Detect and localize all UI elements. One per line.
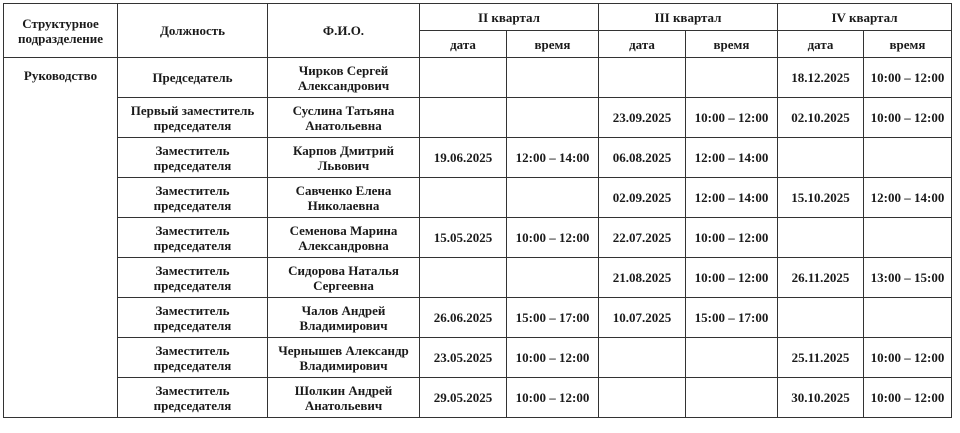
q2-date-cell: 23.05.2025: [420, 338, 507, 378]
name-cell: Семенова Марина Александровна: [268, 218, 420, 258]
table-row: [4, 58, 952, 98]
header-q4-time: время: [864, 31, 952, 58]
q3-time-cell: 10:00 – 12:00: [686, 98, 778, 138]
q3-date-cell: 10.07.2025: [599, 298, 686, 338]
name-cell: Чирков Сергей Александрович: [268, 58, 420, 98]
q3-date-cell: 02.09.2025: [599, 178, 686, 218]
position-cell: Первый заместитель председателя: [118, 98, 268, 138]
q3-time-cell: [686, 338, 778, 378]
table-row: [4, 138, 952, 178]
q3-date-cell: [599, 58, 686, 98]
q4-date-cell: [778, 298, 864, 338]
q4-date-cell: 26.11.2025: [778, 258, 864, 298]
q2-time-cell: [507, 98, 599, 138]
q3-time-cell: [686, 58, 778, 98]
q2-date-cell: 26.06.2025: [420, 298, 507, 338]
q2-time-cell: [507, 258, 599, 298]
q3-time-cell: 12:00 – 14:00: [686, 178, 778, 218]
header-q4-date: дата: [778, 31, 864, 58]
table-row: [4, 298, 952, 338]
header-q3-time: время: [686, 31, 778, 58]
q3-time-cell: 10:00 – 12:00: [686, 218, 778, 258]
q4-date-cell: 30.10.2025: [778, 378, 864, 418]
q3-date-cell: 06.08.2025: [599, 138, 686, 178]
q2-date-cell: [420, 98, 507, 138]
q2-date-cell: 15.05.2025: [420, 218, 507, 258]
q2-time-cell: [507, 58, 599, 98]
position-cell: Заместитель председателя: [118, 178, 268, 218]
name-cell: Карпов Дмитрий Львович: [268, 138, 420, 178]
table-header: [4, 4, 952, 58]
position-cell: Заместитель председателя: [118, 298, 268, 338]
header-quarter-2: II квартал: [420, 4, 599, 31]
table-row: [4, 258, 952, 298]
header-name: Ф.И.О.: [268, 4, 420, 58]
q3-date-cell: [599, 378, 686, 418]
q3-time-cell: 12:00 – 14:00: [686, 138, 778, 178]
q4-time-cell: [864, 138, 952, 178]
header-q3-date: дата: [599, 31, 686, 58]
q4-time-cell: [864, 218, 952, 258]
header-q2-date: дата: [420, 31, 507, 58]
q4-date-cell: 18.12.2025: [778, 58, 864, 98]
q4-time-cell: 10:00 – 12:00: [864, 338, 952, 378]
table-row: [4, 218, 952, 258]
q4-date-cell: [778, 218, 864, 258]
q2-time-cell: 10:00 – 12:00: [507, 338, 599, 378]
header-position: Должность: [118, 4, 268, 58]
table-row: [4, 378, 952, 418]
name-cell: Шолкин Андрей Анатольевич: [268, 378, 420, 418]
q4-time-cell: 12:00 – 14:00: [864, 178, 952, 218]
name-cell: Сидорова Наталья Сергеевна: [268, 258, 420, 298]
q4-time-cell: [864, 298, 952, 338]
q4-time-cell: 13:00 – 15:00: [864, 258, 952, 298]
q2-time-cell: 12:00 – 14:00: [507, 138, 599, 178]
q2-date-cell: 19.06.2025: [420, 138, 507, 178]
q3-time-cell: 10:00 – 12:00: [686, 258, 778, 298]
position-cell: Заместитель председателя: [118, 218, 268, 258]
q2-time-cell: 10:00 – 12:00: [507, 378, 599, 418]
header-quarter-3: III квартал: [599, 4, 778, 31]
name-cell: Савченко Елена Николаевна: [268, 178, 420, 218]
q2-date-cell: [420, 178, 507, 218]
q3-date-cell: [599, 338, 686, 378]
q4-time-cell: 10:00 – 12:00: [864, 98, 952, 138]
table-row: [4, 98, 952, 138]
table-row: [4, 178, 952, 218]
q3-time-cell: [686, 378, 778, 418]
name-cell: Суслина Татьяна Анатольевна: [268, 98, 420, 138]
position-cell: Председатель: [118, 58, 268, 98]
position-cell: Заместитель председателя: [118, 138, 268, 178]
q3-date-cell: 23.09.2025: [599, 98, 686, 138]
q2-time-cell: 15:00 – 17:00: [507, 298, 599, 338]
position-cell: Заместитель председателя: [118, 378, 268, 418]
name-cell: Чернышев Александр Владимирович: [268, 338, 420, 378]
header-q2-time: время: [507, 31, 599, 58]
q2-time-cell: [507, 178, 599, 218]
q2-time-cell: 10:00 – 12:00: [507, 218, 599, 258]
q4-date-cell: [778, 138, 864, 178]
position-cell: Заместитель председателя: [118, 258, 268, 298]
header-row-quarters: [4, 4, 952, 31]
header-dept: Структурное подразделение: [4, 4, 118, 58]
q4-date-cell: 15.10.2025: [778, 178, 864, 218]
position-cell: Заместитель председателя: [118, 338, 268, 378]
q4-date-cell: 02.10.2025: [778, 98, 864, 138]
q2-date-cell: [420, 58, 507, 98]
table-row: [4, 338, 952, 378]
table-body: [4, 58, 952, 418]
q3-time-cell: 15:00 – 17:00: [686, 298, 778, 338]
department-cell: Руководство: [4, 58, 118, 418]
q4-time-cell: 10:00 – 12:00: [864, 378, 952, 418]
q2-date-cell: [420, 258, 507, 298]
q2-date-cell: 29.05.2025: [420, 378, 507, 418]
q4-time-cell: 10:00 – 12:00: [864, 58, 952, 98]
name-cell: Чалов Андрей Владимирович: [268, 298, 420, 338]
q3-date-cell: 21.08.2025: [599, 258, 686, 298]
q3-date-cell: 22.07.2025: [599, 218, 686, 258]
schedule-table: [3, 3, 952, 418]
q4-date-cell: 25.11.2025: [778, 338, 864, 378]
header-quarter-4: IV квартал: [778, 4, 952, 31]
